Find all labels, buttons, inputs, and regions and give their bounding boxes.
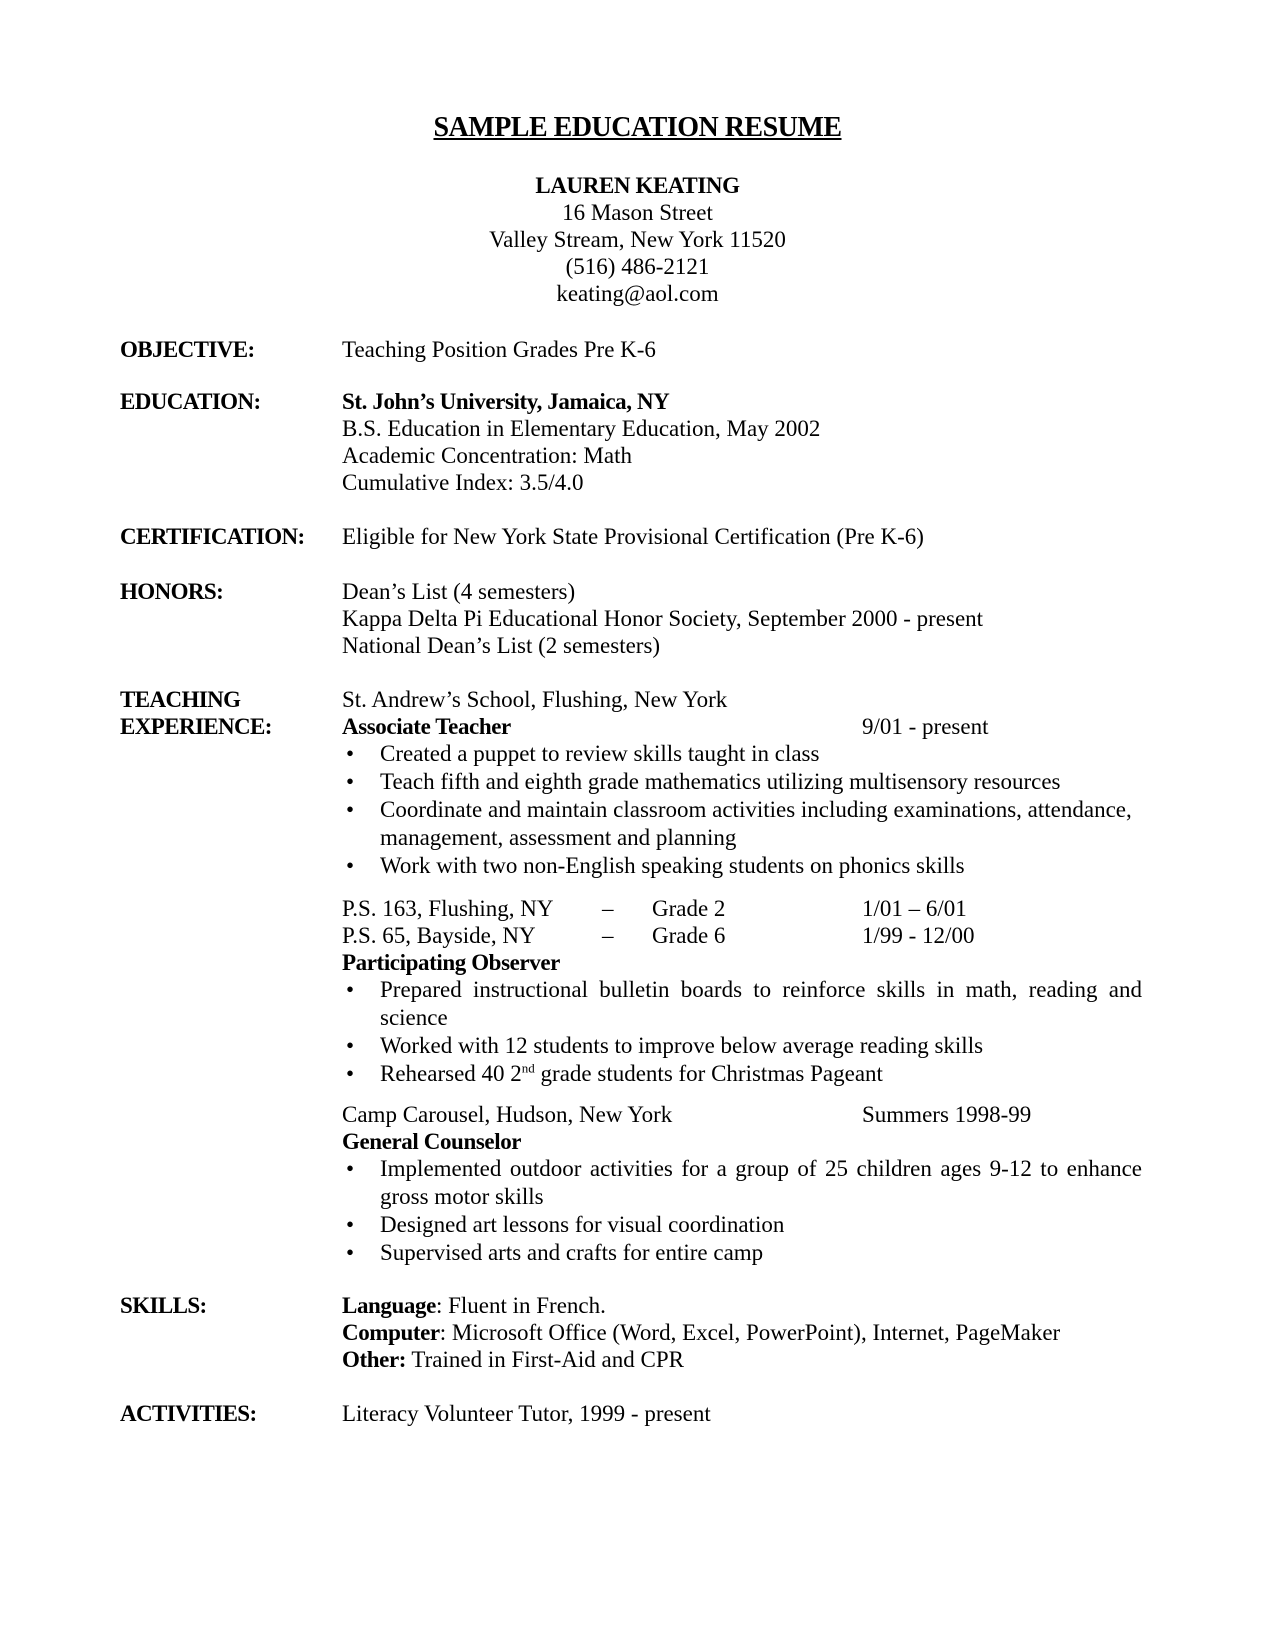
job-role: Associate Teacher	[342, 714, 511, 739]
job-st-andrews	[342, 686, 1142, 880]
bullet-icon: •	[346, 741, 355, 766]
skills-label: SKILLS:	[120, 1293, 207, 1318]
skill-language: Language: Fluent in French.	[342, 1293, 606, 1318]
objective-text: Teaching Position Grades Pre K-6	[342, 337, 656, 362]
job-bullet-list	[342, 740, 1142, 880]
job-student-teaching	[342, 895, 1142, 1088]
job-place: St. Andrew’s School, Flushing, New York	[342, 687, 728, 712]
list-item: • Prepared instructional bulletin boards to reinforce skills in math, reading and science	[346, 977, 1142, 1030]
bullet-icon: •	[346, 1212, 355, 1237]
education-label: EDUCATION:	[120, 389, 261, 414]
skill-computer: Computer: Microsoft Office (Word, Excel, PowerPoint), Internet, PageMaker	[342, 1320, 1061, 1345]
honors-label: HONORS:	[120, 579, 224, 604]
job-role: General Counselor	[342, 1129, 522, 1154]
list-item: • Worked with 12 students to improve below average reading skills	[346, 1033, 984, 1058]
placement-grade: Grade 2	[652, 896, 726, 921]
objective-section	[342, 336, 1142, 363]
honors-section	[342, 578, 1142, 659]
bullet-icon: •	[346, 1240, 355, 1265]
bullet-icon: •	[346, 1156, 355, 1181]
placement-school: P.S. 163, Flushing, NY	[342, 896, 554, 921]
list-item: • Work with two non-English speaking students on phonics skills	[346, 853, 965, 878]
job-dates: Summers 1998-99	[862, 1102, 1032, 1127]
honor-item: Dean’s List (4 semesters)	[342, 579, 576, 604]
address-street: 16 Mason Street	[562, 200, 713, 225]
bullet-icon: •	[346, 977, 355, 1002]
honor-item: National Dean’s List (2 semesters)	[342, 633, 661, 658]
activity-item: Literacy Volunteer Tutor, 1999 - present	[342, 1401, 711, 1426]
experience-label-line2: EXPERIENCE:	[120, 714, 272, 739]
certification-section	[342, 523, 1142, 550]
placement-grade: Grade 6	[652, 923, 726, 948]
job-camp-carousel	[342, 1101, 1142, 1267]
address-city: Valley Stream, New York 11520	[489, 227, 786, 252]
skills-section	[342, 1292, 1142, 1373]
experience-label-line1: TEACHING	[120, 687, 241, 712]
placement-dash: –	[602, 923, 614, 948]
activities-section	[342, 1400, 1142, 1427]
list-item: • Created a puppet to review skills taught in class	[346, 741, 820, 766]
objective-label: OBJECTIVE:	[120, 337, 255, 362]
job-bullet-list	[342, 1155, 1142, 1267]
applicant-name: LAUREN KEATING	[535, 173, 740, 198]
skill-other: Other: Trained in First-Aid and CPR	[342, 1347, 684, 1372]
job-dates: 9/01 - present	[862, 714, 989, 739]
placement-row	[342, 922, 1142, 949]
list-item: • Supervised arts and crafts for entire camp	[346, 1240, 764, 1265]
placement-row	[342, 895, 1142, 922]
job-bullet-list	[342, 976, 1142, 1088]
education-school: St. John’s University, Jamaica, NY	[342, 389, 670, 414]
placement-school: P.S. 65, Bayside, NY	[342, 923, 536, 948]
bullet-icon: •	[346, 1061, 355, 1086]
email-address: keating@aol.com	[556, 281, 719, 306]
job-role: Participating Observer	[342, 950, 560, 975]
education-index: Cumulative Index: 3.5/4.0	[342, 470, 584, 495]
job-place: Camp Carousel, Hudson, New York	[342, 1102, 673, 1127]
list-item: • Teach fifth and eighth grade mathematics utilizing multisensory resources	[346, 769, 1061, 794]
contact-header	[0, 172, 1275, 307]
bullet-icon: •	[346, 853, 355, 878]
placement-dates: 1/01 – 6/01	[862, 896, 967, 921]
list-item: • Rehearsed 40 2nd grade students for Christmas Pageant	[346, 1060, 883, 1086]
placement-dates: 1/99 - 12/00	[862, 923, 975, 948]
list-item: • Designed art lessons for visual coordination	[346, 1212, 785, 1237]
certification-label: CERTIFICATION:	[120, 524, 305, 549]
list-item: • Coordinate and maintain classroom activities including examinations, attendance, management, assessment and planning	[346, 797, 1132, 850]
honor-item: Kappa Delta Pi Educational Honor Society, September 2000 - present	[342, 606, 984, 631]
bullet-icon: •	[346, 797, 355, 822]
list-item: • Implemented outdoor activities for a group of 25 children ages 9-12 to enhance gross motor skills	[346, 1156, 1142, 1209]
phone-number: (516) 486-2121	[565, 254, 710, 279]
placement-dash: –	[602, 896, 614, 921]
certification-text: Eligible for New York State Provisional Certification (Pre K-6)	[342, 524, 924, 549]
education-degree: B.S. Education in Elementary Education, May 2002	[342, 416, 821, 441]
activities-label: ACTIVITIES:	[120, 1401, 257, 1426]
bullet-icon: •	[346, 769, 355, 794]
resume-title: SAMPLE EDUCATION RESUME	[433, 112, 842, 143]
education-concentration: Academic Concentration: Math	[342, 443, 632, 468]
education-section	[342, 388, 1142, 496]
bullet-icon: •	[346, 1033, 355, 1058]
